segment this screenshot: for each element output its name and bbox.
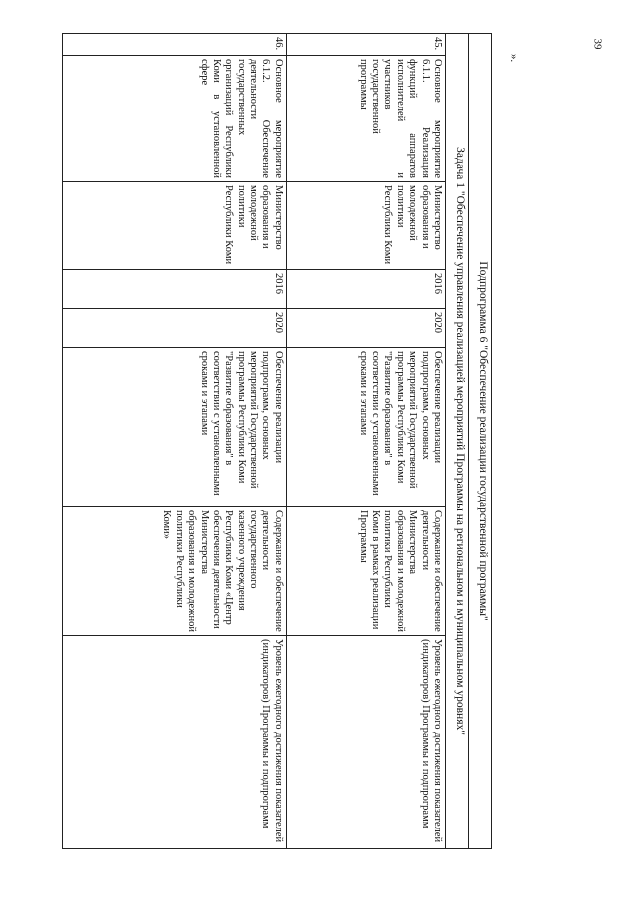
- page-number: 39: [591, 38, 604, 50]
- subprogram-title: Подпрограмма 6 "Обеспечение реализации государственной программы": [469, 34, 492, 849]
- activity-cell: Основное мероприятие 6.1.1. Реализация функций аппаратов исполнителей и участников государственной программы: [286, 56, 445, 182]
- program-table: [62, 33, 492, 848]
- executor-cell: Министерство образования и молодежной политики Республики Коми: [286, 182, 445, 270]
- table-row: [286, 34, 445, 849]
- task-title: Задача 1 "Обеспечение управления реализацией мероприятий Программы на региональном и муниципальном уровнях": [446, 34, 469, 849]
- row-number: 46.: [63, 34, 287, 56]
- expected-result-cell: Обеспечение реализации подпрограмм, основных мероприятий Государственной программы Республики Коми "Развитие образования" в соответствии с установленными сроками и этапами: [63, 348, 287, 507]
- indicators-cell: Уровень ежегодного достижения показателей (индикаторов) Программы и подпрограмм: [286, 636, 445, 849]
- end-year-cell: 2020: [286, 309, 445, 348]
- table-row: [63, 34, 287, 849]
- activity-cell: Основное мероприятие 6.1.2. Обеспечение деятельности государственных организаций Республики Коми в установленной сфере: [63, 56, 287, 182]
- content-cell: Содержание и обеспечение деятельности Министерства образования и молодежной политики Республики Коми в рамках реализации Программы: [286, 507, 445, 636]
- start-year-cell: 2016: [63, 270, 287, 309]
- executor-cell: Министерство образования и молодежной политики Республики Коми: [63, 182, 287, 270]
- program-table-grid: [62, 33, 492, 849]
- expected-result-cell: Обеспечение реализации подпрограмм, основных мероприятий Государственной программы Республики Коми "Развитие образования" в соответствии с установленными сроками и этапами: [286, 348, 445, 507]
- end-year-cell: 2020: [63, 309, 287, 348]
- closing-quote-mark: ».: [508, 53, 521, 63]
- content-cell: Содержание и обеспечение деятельности государственного казенного учреждения Республики Коми «Центр обеспечения деятельности Министерства образования и молодежной политики Республики Коми»: [63, 507, 287, 636]
- program-table-rotated: [62, 33, 492, 848]
- indicators-cell: Уровень ежегодного достижения показателей (индикаторов) Программы и подпрограмм: [63, 636, 287, 849]
- row-number: 45.: [286, 34, 445, 56]
- start-year-cell: 2016: [286, 270, 445, 309]
